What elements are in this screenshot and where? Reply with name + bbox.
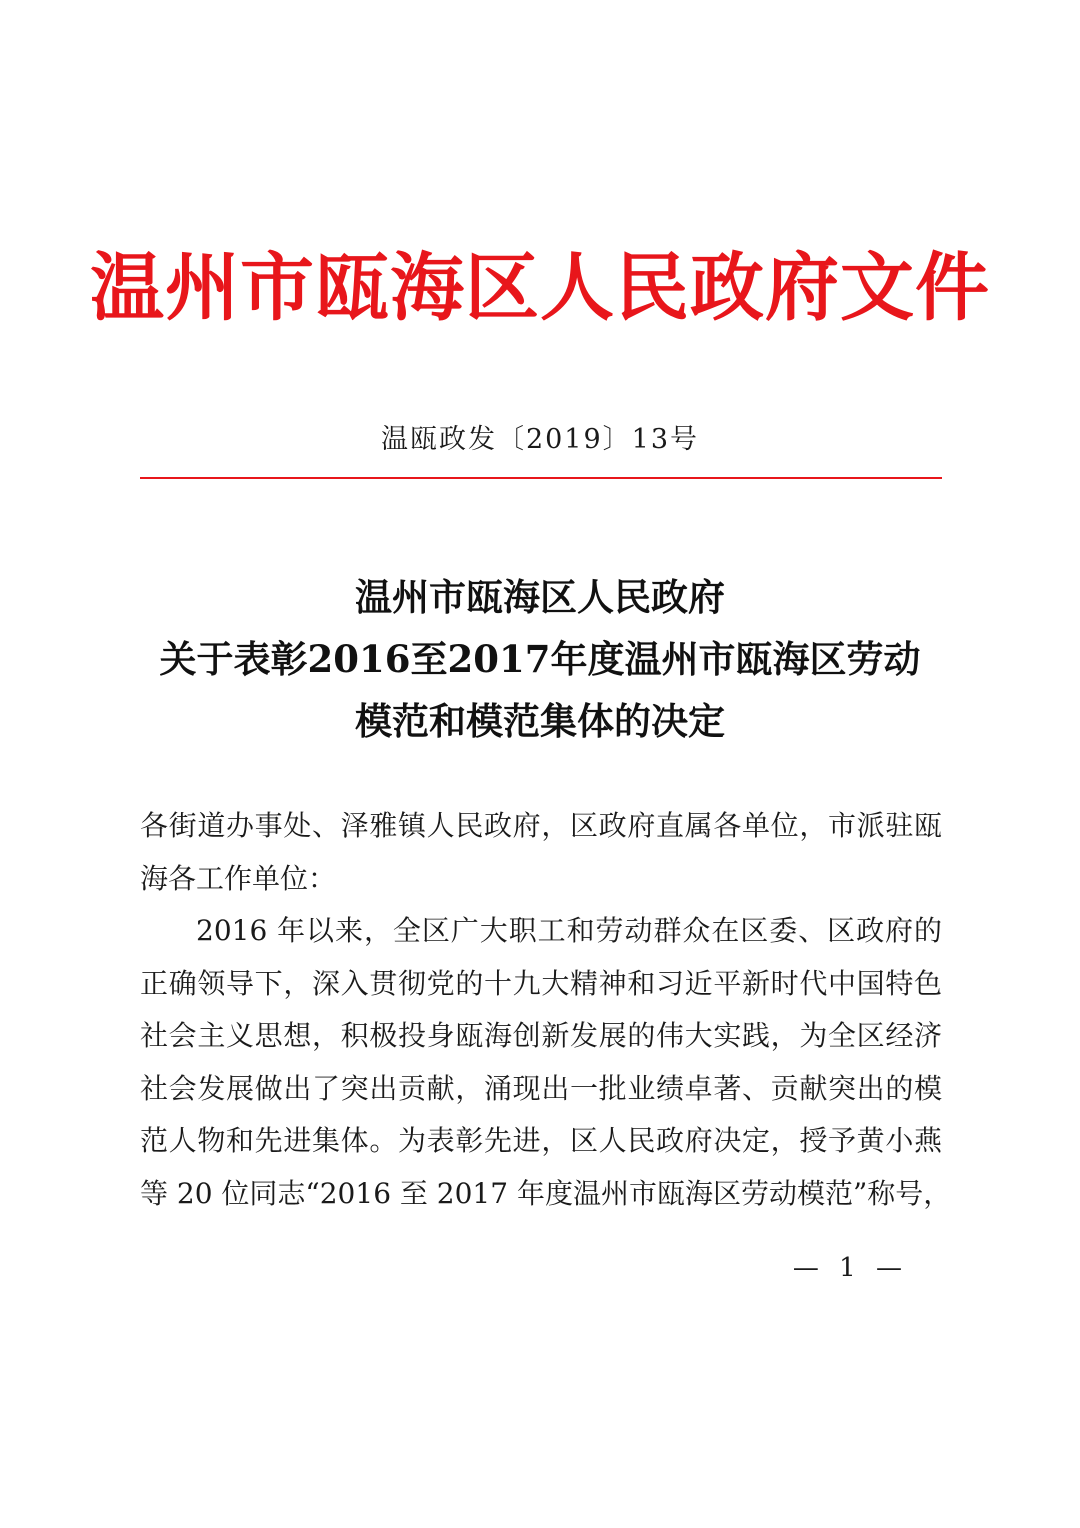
paragraph-line-2: 正确领导下，深入贯彻党的十九大精神和习近平新时代中国特色 — [140, 966, 942, 1000]
addressee-line-2: 海各工作单位： — [140, 861, 337, 895]
document-title — [0, 566, 1080, 752]
addressee-line-1: 各街道办事处、泽雅镇人民政府，区政府直属各单位，市派驻瓯 — [140, 809, 942, 842]
document-number: 温瓯政发〔2019〕13号 — [380, 424, 700, 455]
title-line-2: 关于表彰2016至2017年度温州市瓯海区劳动 — [159, 637, 921, 681]
paragraph-line-1: 2016 年以来，全区广大职工和劳动群众在区委、区政府的 — [196, 914, 942, 947]
title-line-3: 模范和模范集体的决定 — [355, 699, 725, 743]
title-line-1: 温州市瓯海区人民政府 — [355, 575, 725, 619]
red-divider-line — [140, 477, 942, 479]
paragraph-line-5: 范人物和先进集体。为表彰先进，区人民政府决定，授予黄小燕 — [140, 1124, 942, 1157]
paragraph-line-6: 等 20 位同志“2016 至 2017 年度温州市瓯海区劳动模范”称号， — [140, 1176, 952, 1210]
page-number: — 1 — — [792, 1253, 908, 1283]
document-body — [140, 800, 952, 1220]
paragraph-line-4: 社会发展做出了突出贡献，涌现出一批业绩卓著、贡献突出的模 — [140, 1071, 942, 1105]
issuer-banner: 温州市瓯海区人民政府文件 — [90, 245, 990, 331]
paragraph-line-3: 社会主义思想，积极投身瓯海创新发展的伟大实践，为全区经济 — [140, 1019, 942, 1052]
